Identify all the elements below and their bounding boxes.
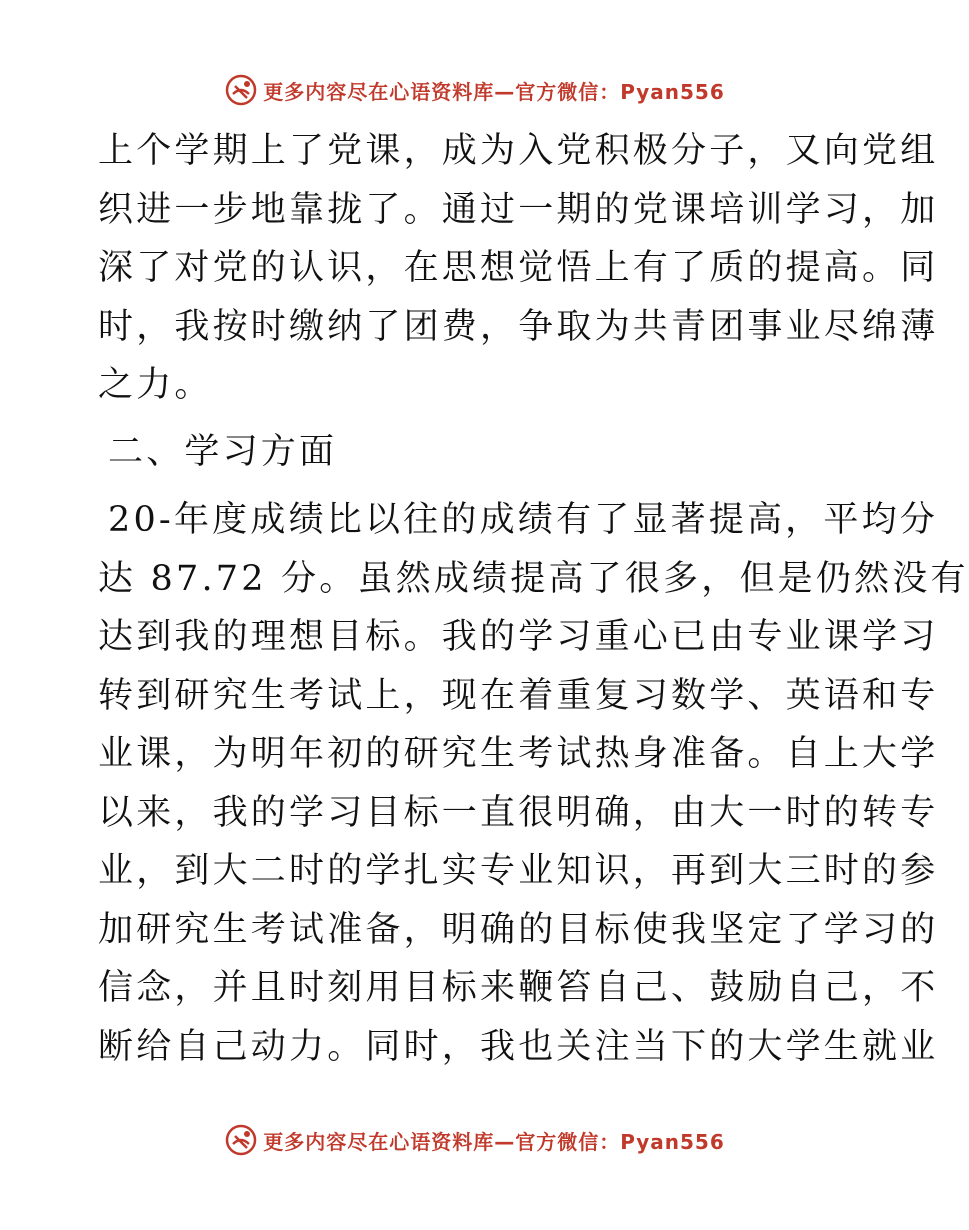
text-line: 加研究生考试准备，明确的目标使我坚定了学习的 bbox=[98, 909, 939, 950]
text-line: 深了对党的认识，在思想觉悟上有了质的提高。同 bbox=[98, 248, 939, 288]
watermark-text: 更多内容尽在心语资料库—官方微信：Pyan556 bbox=[263, 1129, 725, 1154]
book-logo-icon bbox=[225, 74, 257, 106]
text-line: 信念，并且时刻用目标来鞭笞自己、鼓励自己，不 bbox=[98, 968, 939, 1008]
text-line: 业课，为明年初的研究生考试热身准备。自上大学 bbox=[98, 734, 939, 774]
footer-watermark bbox=[0, 1122, 950, 1158]
watermark-text: 更多内容尽在心语资料库—官方微信：Pyan556 bbox=[263, 79, 725, 104]
text-line: 断给自己动力。同时，我也关注当下的大学生就业 bbox=[98, 1026, 939, 1067]
header-watermark bbox=[0, 72, 950, 108]
text-line: 上个学期上了党课，成为入党积极分子，又向党组 bbox=[98, 131, 939, 171]
text-line: 转到研究生考试上，现在着重复习数学、英语和专 bbox=[98, 675, 939, 716]
book-logo-icon bbox=[225, 1124, 257, 1156]
text-line: 达到我的理想目标。我的学习重心已由专业课学习 bbox=[98, 617, 939, 657]
text-line: 以来，我的学习目标一直很明确，由大一时的转专 bbox=[98, 792, 939, 833]
text-line: 业，到大二时的学扎实专业知识，再到大三时的参 bbox=[98, 851, 939, 891]
text-line: 20-年度成绩比以往的成绩有了显著提高，平均分 bbox=[108, 500, 938, 540]
text-line: 之力。 bbox=[98, 365, 213, 405]
text-line: 织进一步地靠拢了。通过一期的党课培训学习，加 bbox=[98, 189, 939, 230]
document-body bbox=[98, 122, 969, 1076]
paragraph-2 bbox=[98, 491, 969, 1076]
section-heading-study: 二、学习方面 bbox=[108, 431, 338, 472]
text-line: 达 87.72 分。虽然成绩提高了很多，但是仍然没有 bbox=[98, 558, 969, 599]
text-line: 时，我按时缴纳了团费，争取为共青团事业尽绵薄 bbox=[98, 306, 939, 347]
paragraph-1 bbox=[98, 122, 939, 415]
